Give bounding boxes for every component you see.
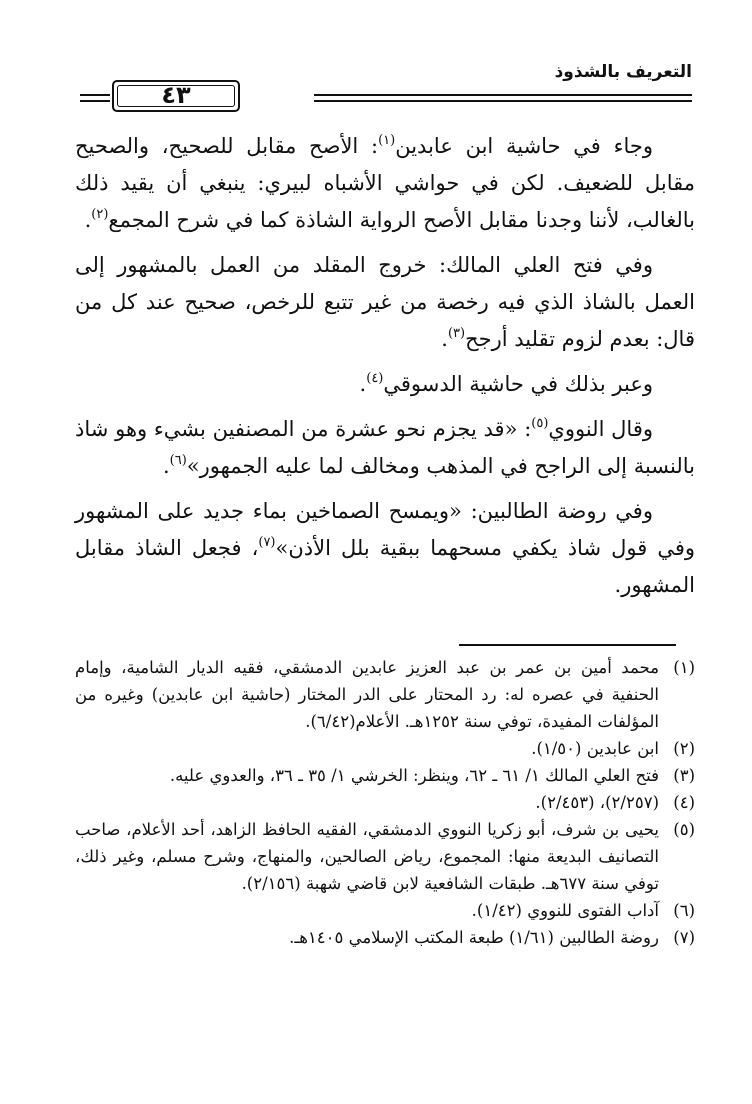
footnote xyxy=(75,924,695,951)
paragraph: وفي فتح العلي المالك: خروج المقلد من العمل بالمشهور إلى العمل بالشاذ الذي فيه رخصة من غير تتبع للرخص، صحيح عند كل من قال: بعدم لزوم تقليد أرجح$^{(٣)}$. xyxy=(75,253,695,351)
footnote-number: (٣) xyxy=(673,766,695,785)
footnote-number: (٢) xyxy=(673,739,695,758)
footnote-number: (٤) xyxy=(673,793,695,812)
header-rule xyxy=(314,100,692,102)
page-number-frame xyxy=(112,80,240,112)
footnote xyxy=(75,762,695,789)
footnote-marker: (٤) xyxy=(366,371,384,386)
footnote xyxy=(75,897,695,924)
footnote-marker: (٢) xyxy=(91,207,109,222)
header-rule xyxy=(314,94,692,96)
footnote-text: آداب الفتوى للنووي (١/٤٢). xyxy=(471,901,659,920)
main-text xyxy=(75,128,695,612)
footnote-marker: (١) xyxy=(378,133,396,148)
paragraph: وجاء في حاشية ابن عابدين$^{(١)}$: الأصح مقابل للصحيح، والصحيح مقابل للضعيف. لكن في حواشي الأشباه لبيري: ينبغي أن يقيد ذلك بالغالب، لأننا وجدنا مقابل الأصح الرواية الشاذة كما في شرح المجمع$^{(٢)}$. xyxy=(75,133,695,232)
footnote-marker: (٣) xyxy=(447,326,466,341)
footnotes xyxy=(75,654,695,951)
footnote-marker: (٥) xyxy=(531,416,549,431)
page-number: ٤٣ xyxy=(161,80,191,109)
running-title: التعريف بالشذوذ xyxy=(554,62,692,82)
footnote-number: (٦) xyxy=(673,901,695,920)
header-rule xyxy=(80,94,110,96)
footnote xyxy=(75,654,695,735)
footnote-text: يحيى بن شرف، أبو زكريا النووي الدمشقي، الفقيه الحافظ الزاهد، أحد الأعلام، صاحب التصانيف البديعة منها: المجموع، رياض الصالحين، والمنهاج، وشرح مسلم، وغير ذلك، توفي سنة ٦٧٧هـ. طبقات الشافعية لابن قاضي شهبة (٢/١٥٦). xyxy=(75,820,659,893)
footnote xyxy=(75,816,695,897)
paragraph: وفي روضة الطالبين: «ويمسح الصماخين بماء جديد على المشهور وفي قول شاذ يكفي مسحهما ببقية بلل الأذن»$^{(٧)}$، فجعل الشاذ مقابل المشهور. xyxy=(75,499,696,597)
footnote-text: ابن عابدين (١/٥٠). xyxy=(531,739,659,758)
footnote xyxy=(75,735,695,762)
footnote-text: (٢/٢٥٧)، (٢/٤٥٣). xyxy=(535,793,659,812)
footnote-marker: (٦) xyxy=(169,453,187,468)
footnote-number: (١) xyxy=(673,658,695,677)
paragraph: وقال النووي$^{(٥)}$: «قد يجزم نحو عشرة من المصنفين بشيء وهو شاذ بالنسبة إلى الراجح في المذهب ومخالف لما عليه الجمهور»$^{(٦)}$. xyxy=(75,416,695,478)
footnote xyxy=(75,789,695,816)
header-rule xyxy=(80,100,110,102)
footnote-text: محمد أمين بن عمر بن عبد العزيز عابدين الدمشقي، فقيه الديار الشامية، وإمام الحنفية في عصره له: رد المحتار على الدر المختار (حاشية ابن عابدين) وغيره من المؤلفات المفيدة، توفي سنة ١٢٥٢هـ. الأعلام(٦/٤٢). xyxy=(75,658,659,731)
paragraph: وعبر بذلك في حاشية الدسوقي$^{(٤)}$. xyxy=(359,371,653,396)
footnote-number: (٧) xyxy=(673,928,695,947)
footnote-text: فتح العلي المالك ١/ ٦١ ـ ٦٢، وينظر: الخرشي ١/ ٣٥ ـ ٣٦، والعدوي عليه. xyxy=(169,766,659,785)
footnote-text: روضة الطالبين (١/٦١) طبعة المكتب الإسلامي ١٤٠٥هـ. xyxy=(289,928,659,947)
footnote-marker: (٧) xyxy=(258,535,276,550)
footnote-number: (٥) xyxy=(673,820,695,839)
footnote-separator xyxy=(459,644,676,646)
page-header xyxy=(80,58,692,128)
